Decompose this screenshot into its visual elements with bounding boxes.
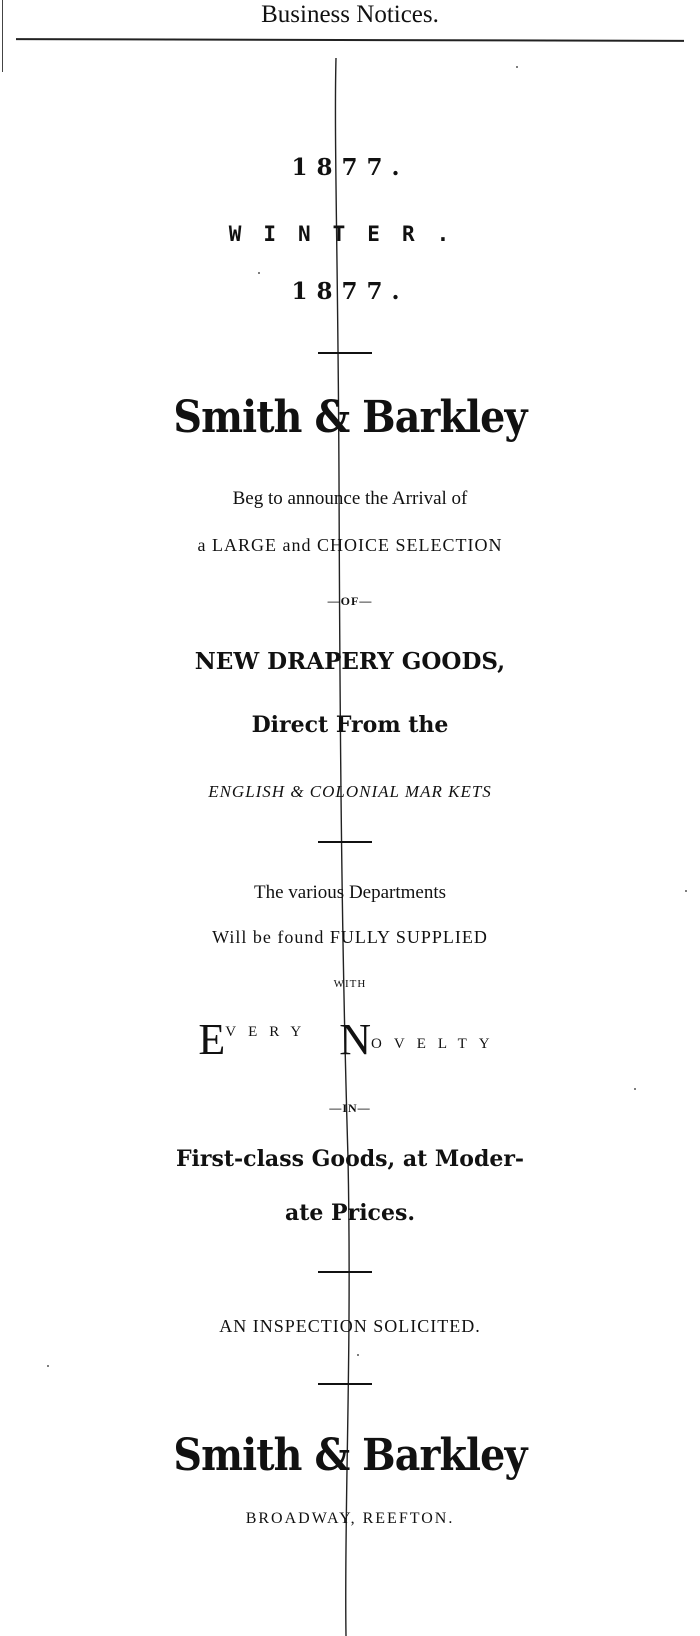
quality-line-1: First-class Goods, at Moder- [175, 1146, 525, 1172]
section-header-title: Business Notices. [261, 1, 439, 28]
novelty-line [0, 1015, 700, 1064]
print-speck [258, 272, 260, 274]
firm-name-footer: Smith & Barkley [173, 1430, 527, 1481]
markets-line: ENGLISH & COLONIAL MAR KETS [208, 782, 492, 801]
year-top: 1877. [291, 154, 409, 181]
firm-name: Smith & Barkley [173, 392, 527, 443]
header-rule [16, 38, 684, 42]
season-title: WINTER. [228, 222, 472, 246]
divider-rule-4 [318, 1383, 372, 1385]
divider-rule-2 [318, 841, 372, 843]
novelty-n-rest: OVELTY [371, 1036, 502, 1052]
novelty-e-initial: E [198, 1015, 226, 1064]
direct-from-line: Direct From the [251, 712, 449, 738]
with-word: WITH [333, 978, 367, 990]
novelty-n-initial: N [339, 1015, 372, 1064]
quality-line-2: ate Prices. [284, 1200, 415, 1226]
year-bottom: 1877. [291, 278, 409, 305]
divider-rule-1 [318, 352, 372, 354]
print-speck [634, 1088, 636, 1090]
print-speck [685, 890, 687, 892]
novelty-e-rest: VERY [225, 1024, 314, 1040]
goods-heading: NEW DRAPERY GOODS, [194, 648, 506, 675]
intro-line-1: Beg to announce the Arrival of [232, 488, 468, 509]
of-ornament: —OF— [327, 594, 373, 608]
print-speck [357, 1354, 359, 1356]
departments-line-1: The various Departments [253, 882, 447, 903]
departments-line-2: Will be found FULLY SUPPLIED [212, 927, 488, 947]
address-line: BROADWAY, REEFTON. [245, 1510, 455, 1527]
intro-line-2: a LARGE and CHOICE SELECTION [197, 535, 503, 555]
inspection-line: AN INSPECTION SOLICITED. [219, 1316, 481, 1336]
in-ornament: —IN— [329, 1101, 371, 1115]
divider-rule-3 [318, 1271, 372, 1273]
print-speck [47, 1365, 49, 1367]
print-speck [516, 66, 518, 68]
